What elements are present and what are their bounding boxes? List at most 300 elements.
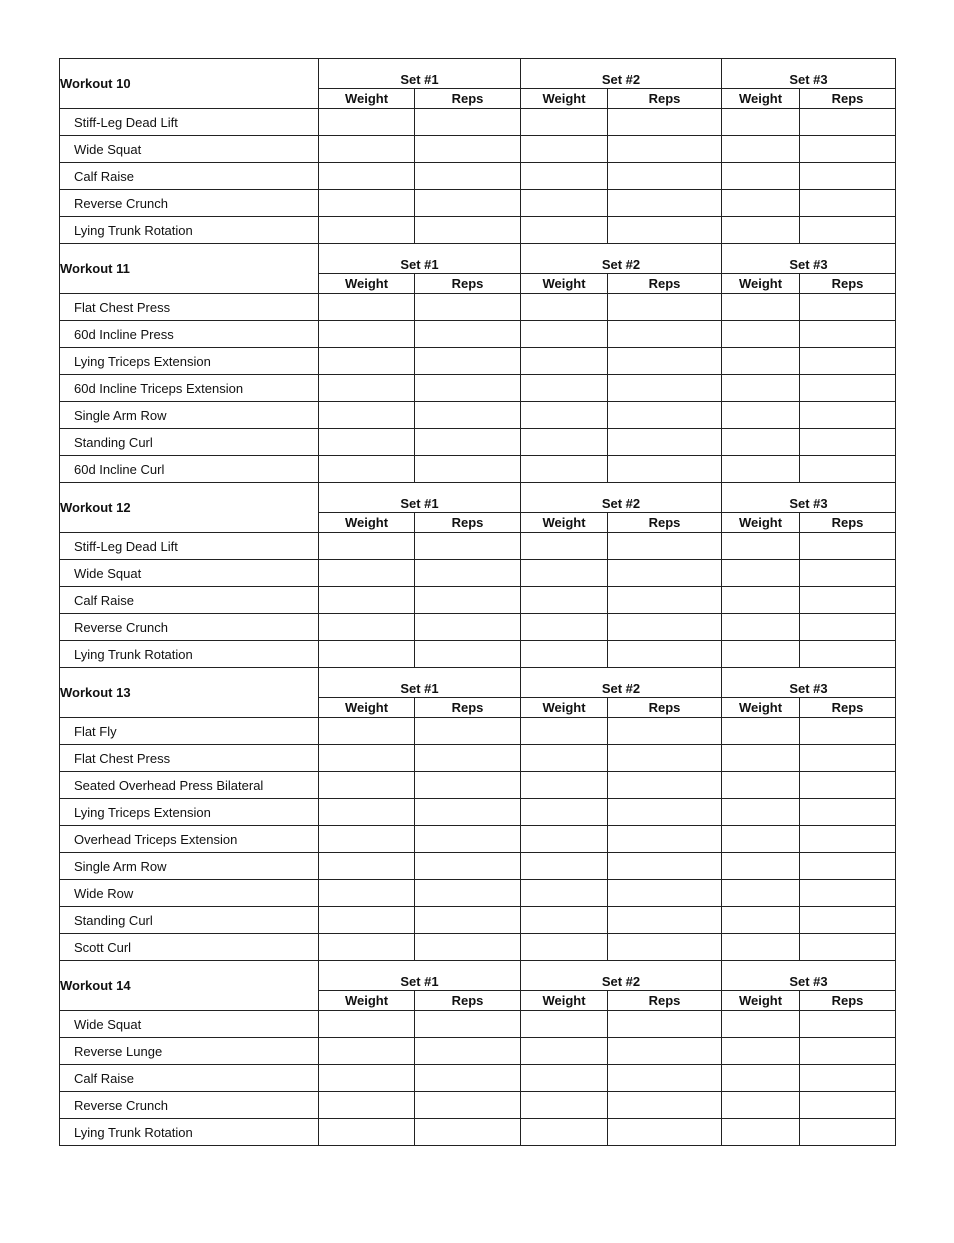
- weight-column-header: Weight: [722, 274, 800, 294]
- exercise-row: [60, 429, 896, 456]
- exercise-name: Wide Row: [60, 880, 319, 907]
- reps-entry-cell[interactable]: [800, 109, 896, 136]
- weight-entry-cell[interactable]: [319, 136, 415, 163]
- exercise-row: [60, 614, 896, 641]
- reps-column-header: Reps: [800, 274, 896, 294]
- reps-entry-cell[interactable]: [800, 934, 896, 961]
- reps-entry-cell[interactable]: [608, 587, 722, 614]
- exercise-row: [60, 772, 896, 799]
- weight-entry-cell[interactable]: [722, 217, 800, 244]
- reps-entry-cell[interactable]: [800, 456, 896, 483]
- exercise-name: Seated Overhead Press Bilateral: [60, 772, 319, 799]
- exercise-name: Calf Raise: [60, 163, 319, 190]
- reps-column-header: Reps: [415, 991, 521, 1011]
- reps-entry-cell[interactable]: [608, 456, 722, 483]
- exercise-row: [60, 718, 896, 745]
- exercise-name: Stiff-Leg Dead Lift: [60, 109, 319, 136]
- reps-entry-cell[interactable]: [800, 402, 896, 429]
- exercise-name: Lying Triceps Extension: [60, 799, 319, 826]
- weight-entry-cell[interactable]: [722, 799, 800, 826]
- reps-entry-cell[interactable]: [415, 587, 521, 614]
- weight-entry-cell[interactable]: [722, 907, 800, 934]
- workout-title: Workout 10: [60, 59, 319, 109]
- weight-entry-cell[interactable]: [521, 109, 608, 136]
- reps-entry-cell[interactable]: [800, 375, 896, 402]
- reps-column-header: Reps: [415, 698, 521, 718]
- reps-entry-cell[interactable]: [415, 934, 521, 961]
- weight-entry-cell[interactable]: [722, 402, 800, 429]
- exercise-name: Overhead Triceps Extension: [60, 826, 319, 853]
- reps-entry-cell[interactable]: [608, 614, 722, 641]
- weight-entry-cell[interactable]: [319, 587, 415, 614]
- workout-title: Workout 11: [60, 244, 319, 294]
- weight-entry-cell[interactable]: [722, 880, 800, 907]
- weight-entry-cell[interactable]: [319, 429, 415, 456]
- weight-entry-cell[interactable]: [722, 1119, 800, 1146]
- reps-entry-cell[interactable]: [415, 1119, 521, 1146]
- reps-entry-cell[interactable]: [608, 1119, 722, 1146]
- weight-entry-cell[interactable]: [319, 718, 415, 745]
- reps-entry-cell[interactable]: [608, 533, 722, 560]
- reps-entry-cell[interactable]: [800, 799, 896, 826]
- exercise-name: Reverse Crunch: [60, 1092, 319, 1119]
- weight-entry-cell[interactable]: [722, 614, 800, 641]
- exercise-row: [60, 294, 896, 321]
- weight-entry-cell[interactable]: [319, 907, 415, 934]
- weight-entry-cell[interactable]: [521, 533, 608, 560]
- weight-entry-cell[interactable]: [319, 348, 415, 375]
- reps-entry-cell[interactable]: [608, 429, 722, 456]
- reps-entry-cell[interactable]: [608, 321, 722, 348]
- weight-entry-cell[interactable]: [722, 641, 800, 668]
- exercise-name: Reverse Lunge: [60, 1038, 319, 1065]
- exercise-name: 60d Incline Triceps Extension: [60, 375, 319, 402]
- weight-entry-cell[interactable]: [319, 294, 415, 321]
- weight-column-header: Weight: [319, 274, 415, 294]
- reps-entry-cell[interactable]: [415, 799, 521, 826]
- exercise-row: [60, 375, 896, 402]
- exercise-row: [60, 109, 896, 136]
- reps-entry-cell[interactable]: [800, 321, 896, 348]
- exercise-row: [60, 560, 896, 587]
- workout-table: [59, 960, 896, 1146]
- weight-column-header: Weight: [521, 991, 608, 1011]
- exercise-row: [60, 321, 896, 348]
- weight-entry-cell[interactable]: [521, 799, 608, 826]
- weight-column-header: Weight: [521, 89, 608, 109]
- weight-entry-cell[interactable]: [319, 163, 415, 190]
- weight-entry-cell[interactable]: [521, 1092, 608, 1119]
- reps-entry-cell[interactable]: [415, 641, 521, 668]
- weight-entry-cell[interactable]: [722, 321, 800, 348]
- reps-entry-cell[interactable]: [800, 294, 896, 321]
- set-header: Set #3: [722, 244, 896, 274]
- exercise-name: Reverse Crunch: [60, 190, 319, 217]
- reps-entry-cell[interactable]: [608, 745, 722, 772]
- reps-column-header: Reps: [800, 991, 896, 1011]
- reps-entry-cell[interactable]: [415, 560, 521, 587]
- weight-entry-cell[interactable]: [319, 614, 415, 641]
- workout-table: [59, 243, 896, 483]
- reps-entry-cell[interactable]: [800, 587, 896, 614]
- reps-column-header: Reps: [608, 991, 722, 1011]
- reps-column-header: Reps: [608, 698, 722, 718]
- weight-entry-cell[interactable]: [722, 587, 800, 614]
- exercise-name: Lying Trunk Rotation: [60, 641, 319, 668]
- exercise-row: [60, 826, 896, 853]
- weight-entry-cell[interactable]: [319, 375, 415, 402]
- workout-title: Workout 14: [60, 961, 319, 1011]
- exercise-row: [60, 402, 896, 429]
- exercise-row: [60, 1092, 896, 1119]
- exercise-row: [60, 934, 896, 961]
- exercise-name: Flat Chest Press: [60, 745, 319, 772]
- weight-column-header: Weight: [521, 698, 608, 718]
- reps-entry-cell[interactable]: [800, 429, 896, 456]
- set-header: Set #3: [722, 961, 896, 991]
- exercise-row: [60, 587, 896, 614]
- reps-column-header: Reps: [608, 89, 722, 109]
- exercise-name: Standing Curl: [60, 429, 319, 456]
- reps-entry-cell[interactable]: [415, 718, 521, 745]
- exercise-name: Stiff-Leg Dead Lift: [60, 533, 319, 560]
- reps-entry-cell[interactable]: [608, 907, 722, 934]
- weight-entry-cell[interactable]: [521, 190, 608, 217]
- set-header: Set #3: [722, 668, 896, 698]
- set-header: Set #1: [319, 668, 521, 698]
- reps-entry-cell[interactable]: [800, 614, 896, 641]
- reps-entry-cell[interactable]: [415, 456, 521, 483]
- weight-entry-cell[interactable]: [722, 1065, 800, 1092]
- weight-entry-cell[interactable]: [722, 375, 800, 402]
- reps-entry-cell[interactable]: [415, 880, 521, 907]
- weight-entry-cell[interactable]: [722, 429, 800, 456]
- weight-entry-cell[interactable]: [722, 853, 800, 880]
- weight-entry-cell[interactable]: [722, 934, 800, 961]
- weight-entry-cell[interactable]: [521, 826, 608, 853]
- weight-entry-cell[interactable]: [319, 880, 415, 907]
- exercise-name: Calf Raise: [60, 1065, 319, 1092]
- reps-entry-cell[interactable]: [608, 1065, 722, 1092]
- reps-entry-cell[interactable]: [608, 826, 722, 853]
- reps-entry-cell[interactable]: [415, 163, 521, 190]
- exercise-name: Lying Trunk Rotation: [60, 217, 319, 244]
- weight-column-header: Weight: [319, 513, 415, 533]
- reps-entry-cell[interactable]: [608, 375, 722, 402]
- weight-entry-cell[interactable]: [521, 375, 608, 402]
- reps-entry-cell[interactable]: [608, 560, 722, 587]
- reps-entry-cell[interactable]: [415, 1092, 521, 1119]
- weight-column-header: Weight: [521, 274, 608, 294]
- exercise-name: Single Arm Row: [60, 853, 319, 880]
- reps-entry-cell[interactable]: [415, 190, 521, 217]
- reps-entry-cell[interactable]: [415, 745, 521, 772]
- exercise-name: 60d Incline Press: [60, 321, 319, 348]
- reps-entry-cell[interactable]: [608, 1011, 722, 1038]
- weight-entry-cell[interactable]: [319, 641, 415, 668]
- weight-entry-cell[interactable]: [319, 1065, 415, 1092]
- reps-entry-cell[interactable]: [800, 190, 896, 217]
- reps-entry-cell[interactable]: [800, 1038, 896, 1065]
- weight-entry-cell[interactable]: [722, 456, 800, 483]
- reps-entry-cell[interactable]: [608, 294, 722, 321]
- weight-entry-cell[interactable]: [319, 1092, 415, 1119]
- reps-entry-cell[interactable]: [800, 1119, 896, 1146]
- reps-entry-cell[interactable]: [415, 402, 521, 429]
- exercise-row: [60, 641, 896, 668]
- weight-entry-cell[interactable]: [521, 1119, 608, 1146]
- reps-entry-cell[interactable]: [608, 934, 722, 961]
- weight-entry-cell[interactable]: [521, 321, 608, 348]
- exercise-row: [60, 348, 896, 375]
- weight-entry-cell[interactable]: [722, 1038, 800, 1065]
- reps-entry-cell[interactable]: [608, 772, 722, 799]
- workout-title: Workout 13: [60, 668, 319, 718]
- reps-entry-cell[interactable]: [415, 907, 521, 934]
- weight-entry-cell[interactable]: [521, 772, 608, 799]
- exercise-row: [60, 1119, 896, 1146]
- workout-log-sheet: [59, 58, 895, 1146]
- weight-entry-cell[interactable]: [722, 718, 800, 745]
- exercise-row: [60, 533, 896, 560]
- reps-entry-cell[interactable]: [415, 1011, 521, 1038]
- reps-entry-cell[interactable]: [800, 745, 896, 772]
- reps-entry-cell[interactable]: [800, 880, 896, 907]
- weight-entry-cell[interactable]: [319, 1038, 415, 1065]
- weight-column-header: Weight: [722, 89, 800, 109]
- reps-entry-cell[interactable]: [608, 402, 722, 429]
- reps-entry-cell[interactable]: [415, 109, 521, 136]
- workout-table: [59, 58, 896, 244]
- weight-entry-cell[interactable]: [521, 429, 608, 456]
- weight-entry-cell[interactable]: [521, 217, 608, 244]
- weight-entry-cell[interactable]: [319, 190, 415, 217]
- weight-entry-cell[interactable]: [319, 934, 415, 961]
- reps-entry-cell[interactable]: [415, 429, 521, 456]
- exercise-name: Wide Squat: [60, 560, 319, 587]
- reps-entry-cell[interactable]: [608, 853, 722, 880]
- weight-entry-cell[interactable]: [521, 456, 608, 483]
- weight-entry-cell[interactable]: [319, 826, 415, 853]
- weight-column-header: Weight: [319, 991, 415, 1011]
- reps-column-header: Reps: [608, 513, 722, 533]
- exercise-row: [60, 1011, 896, 1038]
- exercise-name: Standing Curl: [60, 907, 319, 934]
- exercise-row: [60, 136, 896, 163]
- weight-entry-cell[interactable]: [319, 456, 415, 483]
- weight-entry-cell[interactable]: [521, 1038, 608, 1065]
- reps-entry-cell[interactable]: [415, 533, 521, 560]
- set-header: Set #2: [521, 244, 722, 274]
- weight-entry-cell[interactable]: [722, 294, 800, 321]
- weight-entry-cell[interactable]: [722, 163, 800, 190]
- weight-entry-cell[interactable]: [722, 136, 800, 163]
- reps-column-header: Reps: [608, 274, 722, 294]
- weight-entry-cell[interactable]: [521, 560, 608, 587]
- reps-entry-cell[interactable]: [415, 136, 521, 163]
- weight-entry-cell[interactable]: [319, 799, 415, 826]
- weight-entry-cell[interactable]: [319, 560, 415, 587]
- exercise-name: 60d Incline Curl: [60, 456, 319, 483]
- reps-entry-cell[interactable]: [800, 826, 896, 853]
- reps-entry-cell[interactable]: [800, 1065, 896, 1092]
- reps-entry-cell[interactable]: [415, 321, 521, 348]
- weight-entry-cell[interactable]: [521, 614, 608, 641]
- reps-entry-cell[interactable]: [800, 718, 896, 745]
- exercise-row: [60, 799, 896, 826]
- set-header: Set #3: [722, 483, 896, 513]
- reps-entry-cell[interactable]: [608, 641, 722, 668]
- weight-entry-cell[interactable]: [521, 880, 608, 907]
- weight-entry-cell[interactable]: [521, 587, 608, 614]
- set-header: Set #1: [319, 244, 521, 274]
- set-header: Set #1: [319, 483, 521, 513]
- weight-entry-cell[interactable]: [521, 853, 608, 880]
- weight-entry-cell[interactable]: [319, 772, 415, 799]
- weight-column-header: Weight: [521, 513, 608, 533]
- weight-entry-cell[interactable]: [722, 190, 800, 217]
- weight-entry-cell[interactable]: [521, 745, 608, 772]
- reps-entry-cell[interactable]: [800, 1092, 896, 1119]
- reps-entry-cell[interactable]: [800, 907, 896, 934]
- weight-column-header: Weight: [722, 513, 800, 533]
- reps-entry-cell[interactable]: [415, 853, 521, 880]
- reps-entry-cell[interactable]: [415, 1038, 521, 1065]
- weight-entry-cell[interactable]: [521, 348, 608, 375]
- weight-entry-cell[interactable]: [722, 1092, 800, 1119]
- workout-table: [59, 667, 896, 961]
- weight-entry-cell[interactable]: [521, 402, 608, 429]
- reps-entry-cell[interactable]: [800, 560, 896, 587]
- weight-column-header: Weight: [722, 698, 800, 718]
- weight-entry-cell[interactable]: [521, 641, 608, 668]
- exercise-name: Reverse Crunch: [60, 614, 319, 641]
- exercise-name: Lying Triceps Extension: [60, 348, 319, 375]
- reps-column-header: Reps: [800, 513, 896, 533]
- weight-entry-cell[interactable]: [722, 826, 800, 853]
- weight-entry-cell[interactable]: [722, 348, 800, 375]
- exercise-name: Calf Raise: [60, 587, 319, 614]
- reps-entry-cell[interactable]: [415, 294, 521, 321]
- set-header: Set #2: [521, 668, 722, 698]
- exercise-row: [60, 1038, 896, 1065]
- reps-entry-cell[interactable]: [608, 109, 722, 136]
- set-header: Set #2: [521, 59, 722, 89]
- reps-entry-cell[interactable]: [800, 348, 896, 375]
- reps-entry-cell[interactable]: [608, 1092, 722, 1119]
- weight-entry-cell[interactable]: [521, 718, 608, 745]
- workout-title: Workout 12: [60, 483, 319, 533]
- reps-column-header: Reps: [800, 698, 896, 718]
- weight-entry-cell[interactable]: [521, 163, 608, 190]
- weight-entry-cell[interactable]: [319, 109, 415, 136]
- weight-entry-cell[interactable]: [722, 772, 800, 799]
- reps-entry-cell[interactable]: [415, 772, 521, 799]
- weight-entry-cell[interactable]: [319, 745, 415, 772]
- workout-table: [59, 482, 896, 668]
- reps-entry-cell[interactable]: [800, 533, 896, 560]
- set-header: Set #1: [319, 59, 521, 89]
- exercise-row: [60, 745, 896, 772]
- weight-entry-cell[interactable]: [319, 402, 415, 429]
- set-header: Set #1: [319, 961, 521, 991]
- reps-entry-cell[interactable]: [415, 375, 521, 402]
- reps-entry-cell[interactable]: [608, 217, 722, 244]
- exercise-row: [60, 217, 896, 244]
- weight-entry-cell[interactable]: [722, 745, 800, 772]
- exercise-name: Single Arm Row: [60, 402, 319, 429]
- weight-entry-cell[interactable]: [722, 533, 800, 560]
- weight-entry-cell[interactable]: [521, 294, 608, 321]
- weight-entry-cell[interactable]: [521, 136, 608, 163]
- weight-entry-cell[interactable]: [319, 321, 415, 348]
- exercise-row: [60, 880, 896, 907]
- reps-entry-cell[interactable]: [415, 1065, 521, 1092]
- weight-entry-cell[interactable]: [319, 1119, 415, 1146]
- exercise-row: [60, 456, 896, 483]
- reps-entry-cell[interactable]: [800, 217, 896, 244]
- reps-entry-cell[interactable]: [608, 799, 722, 826]
- exercise-row: [60, 1065, 896, 1092]
- weight-entry-cell[interactable]: [521, 907, 608, 934]
- reps-column-header: Reps: [415, 513, 521, 533]
- reps-entry-cell[interactable]: [800, 772, 896, 799]
- reps-entry-cell[interactable]: [800, 641, 896, 668]
- set-header: Set #2: [521, 961, 722, 991]
- reps-entry-cell[interactable]: [800, 163, 896, 190]
- reps-entry-cell[interactable]: [415, 217, 521, 244]
- weight-entry-cell[interactable]: [521, 1011, 608, 1038]
- reps-entry-cell[interactable]: [608, 1038, 722, 1065]
- weight-entry-cell[interactable]: [521, 1065, 608, 1092]
- weight-entry-cell[interactable]: [319, 853, 415, 880]
- set-header: Set #3: [722, 59, 896, 89]
- exercise-name: Flat Chest Press: [60, 294, 319, 321]
- reps-entry-cell[interactable]: [608, 136, 722, 163]
- reps-entry-cell[interactable]: [608, 880, 722, 907]
- weight-column-header: Weight: [319, 89, 415, 109]
- reps-entry-cell[interactable]: [800, 1011, 896, 1038]
- weight-column-header: Weight: [319, 698, 415, 718]
- weight-entry-cell[interactable]: [319, 533, 415, 560]
- reps-entry-cell[interactable]: [415, 614, 521, 641]
- exercise-row: [60, 190, 896, 217]
- reps-entry-cell[interactable]: [415, 348, 521, 375]
- exercise-row: [60, 853, 896, 880]
- reps-entry-cell[interactable]: [608, 163, 722, 190]
- exercise-name: Wide Squat: [60, 1011, 319, 1038]
- reps-entry-cell[interactable]: [608, 718, 722, 745]
- reps-entry-cell[interactable]: [608, 190, 722, 217]
- reps-column-header: Reps: [800, 89, 896, 109]
- reps-entry-cell[interactable]: [800, 136, 896, 163]
- reps-entry-cell[interactable]: [608, 348, 722, 375]
- exercise-name: Scott Curl: [60, 934, 319, 961]
- set-header: Set #2: [521, 483, 722, 513]
- weight-column-header: Weight: [722, 991, 800, 1011]
- weight-entry-cell[interactable]: [722, 560, 800, 587]
- exercise-name: Wide Squat: [60, 136, 319, 163]
- weight-entry-cell[interactable]: [722, 1011, 800, 1038]
- exercise-name: Flat Fly: [60, 718, 319, 745]
- weight-entry-cell[interactable]: [521, 934, 608, 961]
- reps-entry-cell[interactable]: [415, 826, 521, 853]
- weight-entry-cell[interactable]: [319, 217, 415, 244]
- reps-entry-cell[interactable]: [800, 853, 896, 880]
- weight-entry-cell[interactable]: [722, 109, 800, 136]
- weight-entry-cell[interactable]: [319, 1011, 415, 1038]
- exercise-row: [60, 907, 896, 934]
